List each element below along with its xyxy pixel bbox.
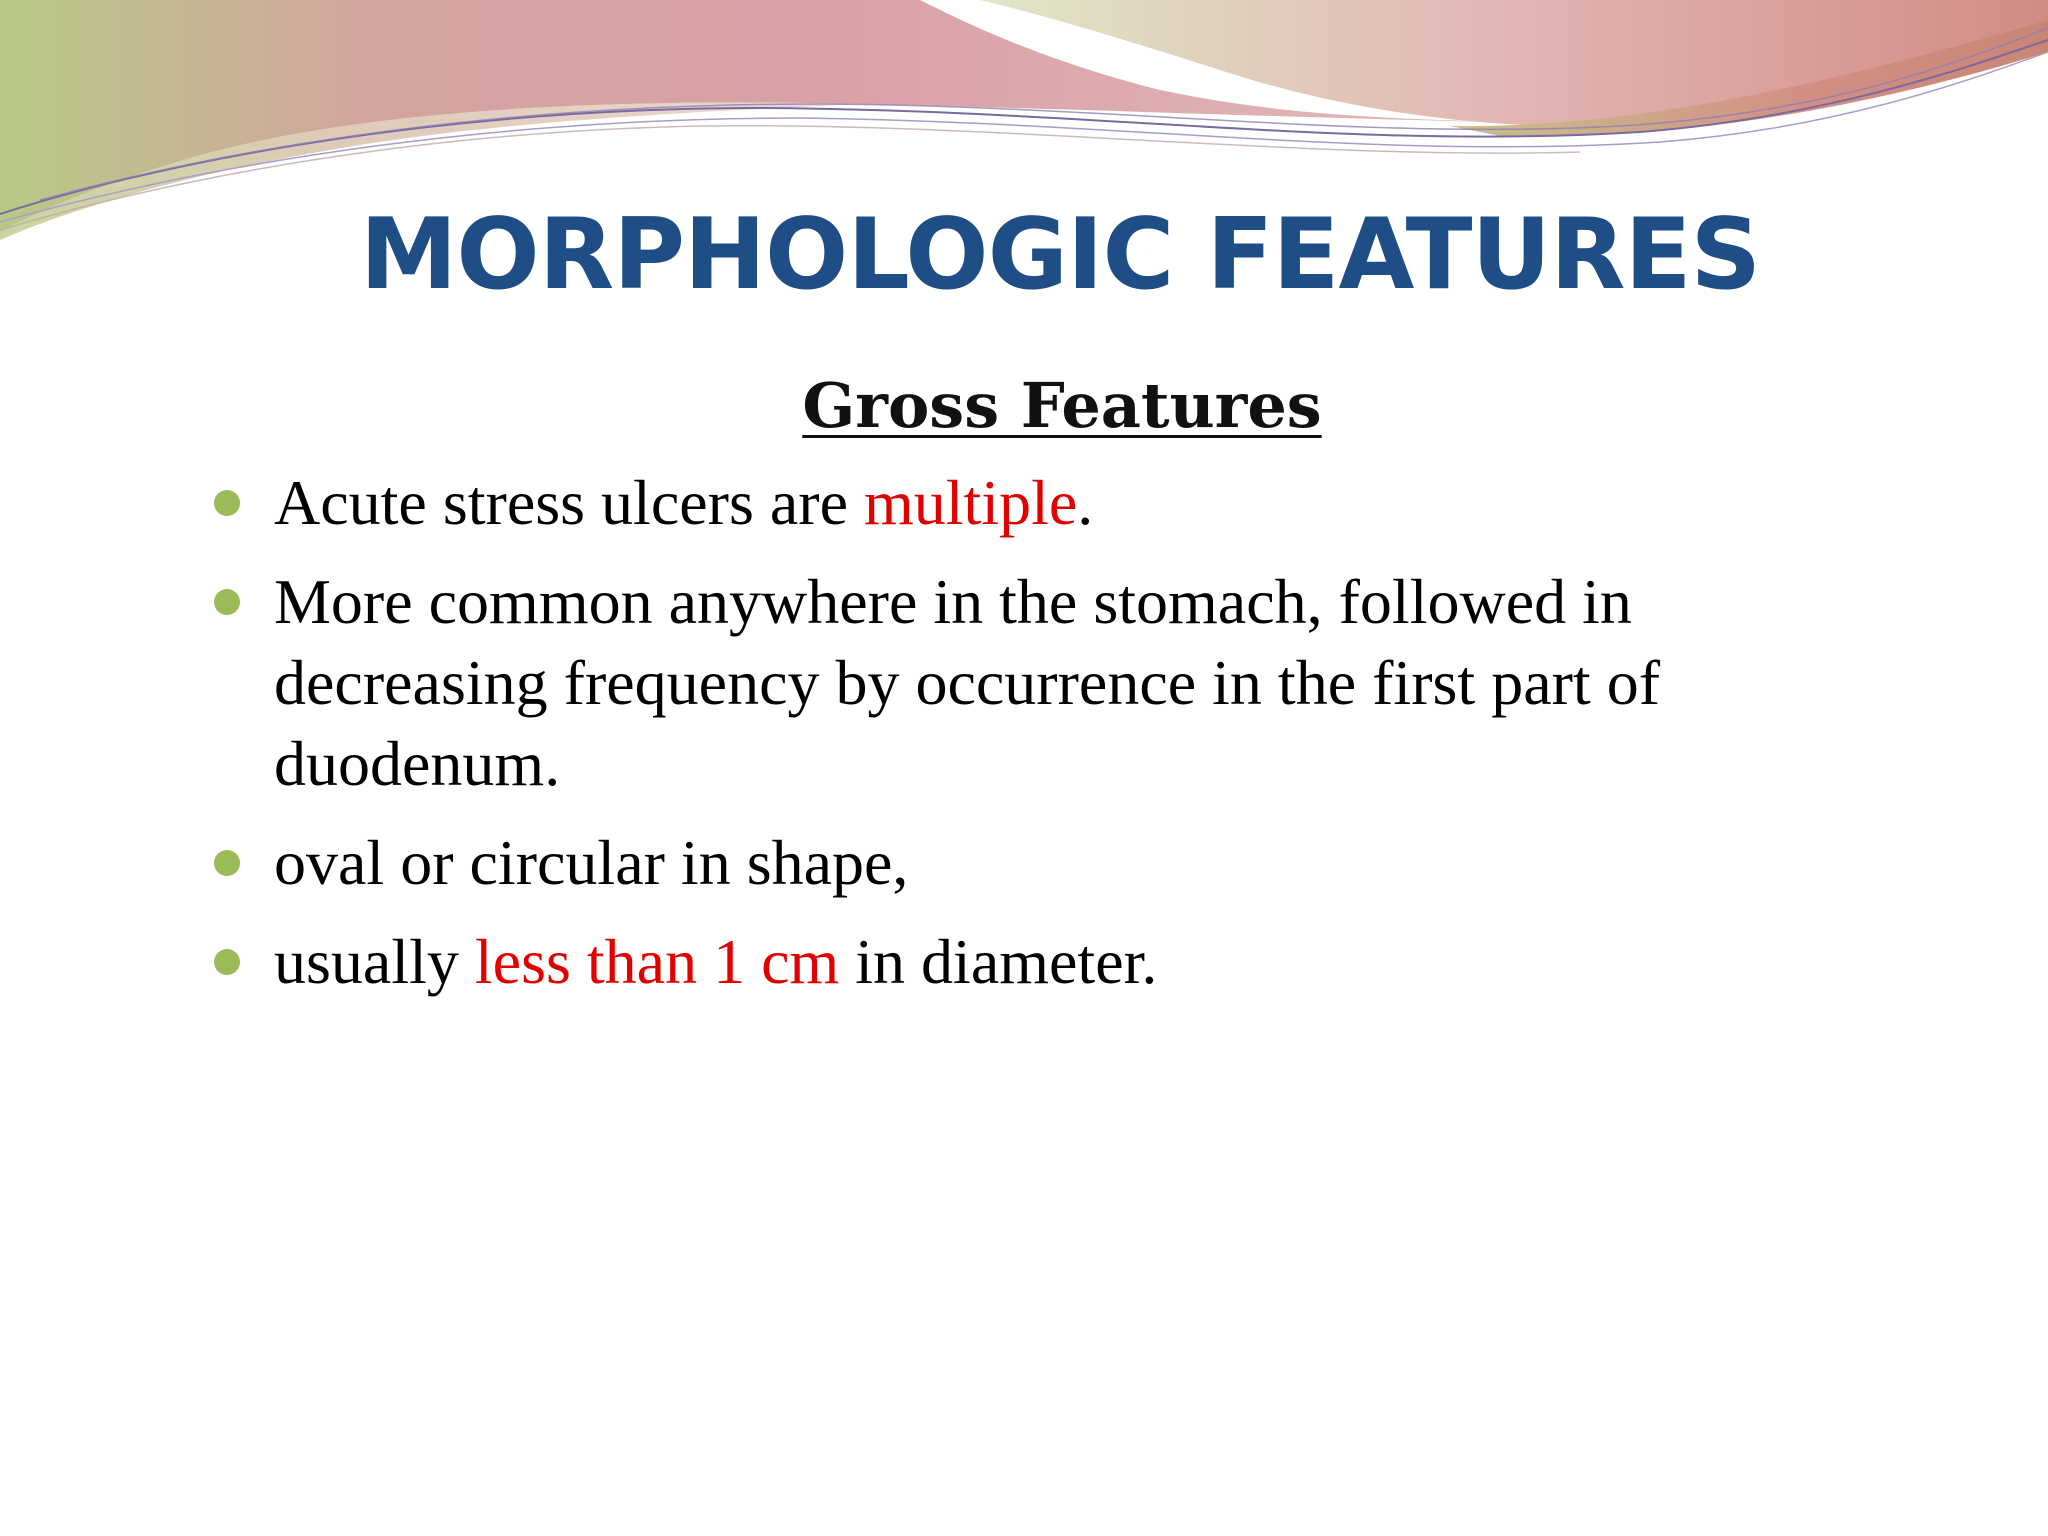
bullet-icon [214,949,240,975]
slide-title: MORPHOLOGIC FEATURES [359,198,1761,312]
list-item [212,462,1912,543]
list-item [212,921,1912,1002]
section-heading: Gross Features [802,369,1322,442]
bullet-icon [214,589,240,615]
bullet-text: More common anywhere in the stomach, followed in decreasing frequency by occurrence in the first part of duodenum. [274,566,1660,799]
bullet-text: Acute stress ulcers are [274,467,864,538]
bullet-text: in diameter. [839,926,1158,997]
bullet-icon [214,490,240,516]
bullet-text: oval or circular in shape, [274,827,909,898]
highlight-text: less than 1 cm [474,926,840,997]
list-item [212,561,1912,804]
bullet-list [212,462,1912,1020]
bullet-icon [214,850,240,876]
list-item [212,822,1912,903]
bullet-text: . [1077,467,1094,538]
bullet-text: usually [274,926,475,997]
highlight-text: multiple [863,467,1078,538]
